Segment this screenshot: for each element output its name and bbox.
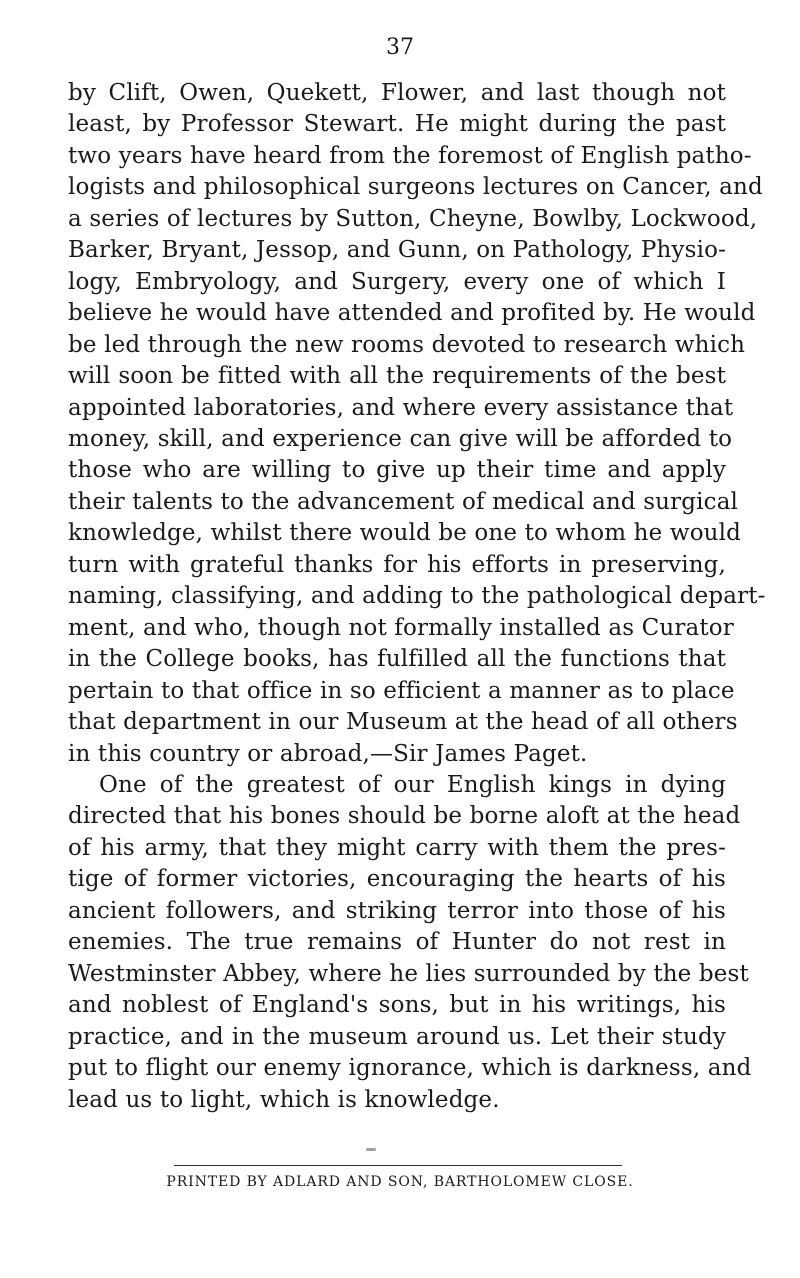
- text-line: of his army, that they might carry with them the pres-: [68, 834, 726, 861]
- page-number: 37: [386, 35, 414, 60]
- text-line: Barker, Bryant, Jessop, and Gunn, on Pathology, Physio-: [68, 237, 726, 264]
- text-line: tige of former victories, encouraging the hearts of his: [68, 866, 726, 893]
- body-text: [68, 78, 766, 1116]
- text-line: logists and philosophical surgeons lectures on Cancer, and: [68, 174, 763, 201]
- paragraph-1: [68, 78, 766, 770]
- text-line: Westminster Abbey, where he lies surrounded by the best: [68, 960, 749, 987]
- text-line: will soon be fitted with all the requirements of the best: [68, 363, 726, 390]
- text-line: and noblest of England's sons, but in his writings, his: [68, 992, 726, 1019]
- text-line: directed that his bones should be borne aloft at the head: [68, 803, 741, 830]
- text-line: lead us to light, which is knowledge.: [68, 1086, 500, 1113]
- text-line: a series of lectures by Sutton, Cheyne, Bowlby, Lockwood,: [68, 205, 758, 232]
- text-line: believe he would have attended and profited by. He would: [68, 300, 756, 327]
- text-line: appointed laboratories, and where every assistance that: [68, 394, 734, 421]
- text-line: money, skill, and experience can give will be afforded to: [68, 425, 733, 452]
- printer-imprint: PRINTED BY ADLARD AND SON, BARTHOLOMEW CLOSE.: [166, 1174, 634, 1190]
- text-line: turn with grateful thanks for his efforts in preserving,: [68, 551, 726, 578]
- text-line: their talents to the advancement of medical and surgical: [68, 488, 739, 515]
- imprint-divider: [174, 1165, 622, 1166]
- paragraph-2: [68, 770, 752, 1116]
- text-line: practice, and in the museum around us. Let their study: [68, 1023, 726, 1050]
- text-line: logy, Embryology, and Surgery, every one of which I: [68, 268, 726, 295]
- text-line: by Clift, Owen, Quekett, Flower, and last though not: [68, 80, 726, 106]
- text-line: naming, classifying, and adding to the pathological depart-: [68, 583, 766, 610]
- printer-ornament: [366, 1148, 376, 1151]
- text-line: One of the greatest of our English kings in dying: [99, 771, 726, 798]
- text-line: put to flight our enemy ignorance, which is darkness, and: [68, 1055, 752, 1082]
- text-line: knowledge, whilst there would be one to whom he would: [68, 520, 742, 547]
- text-line: that department in our Museum at the head of all others: [68, 709, 738, 736]
- text-line: be led through the new rooms devoted to research which: [68, 331, 746, 358]
- text-line: ment, and who, though not formally installed as Curator: [68, 614, 734, 641]
- text-line: least, by Professor Stewart. He might during the past: [68, 111, 726, 138]
- text-line: in the College books, has fulfilled all the functions that: [68, 646, 726, 673]
- text-line: enemies. The true remains of Hunter do not rest in: [68, 929, 726, 956]
- text-line: ancient followers, and striking terror into those of his: [68, 897, 726, 924]
- text-line: two years have heard from the foremost of English patho-: [68, 142, 752, 169]
- text-line: in this country or abroad,—Sir James Paget.: [68, 740, 588, 767]
- text-line: pertain to that office in so efficient a manner as to place: [68, 677, 735, 704]
- text-line: those who are willing to give up their time and apply: [68, 457, 726, 484]
